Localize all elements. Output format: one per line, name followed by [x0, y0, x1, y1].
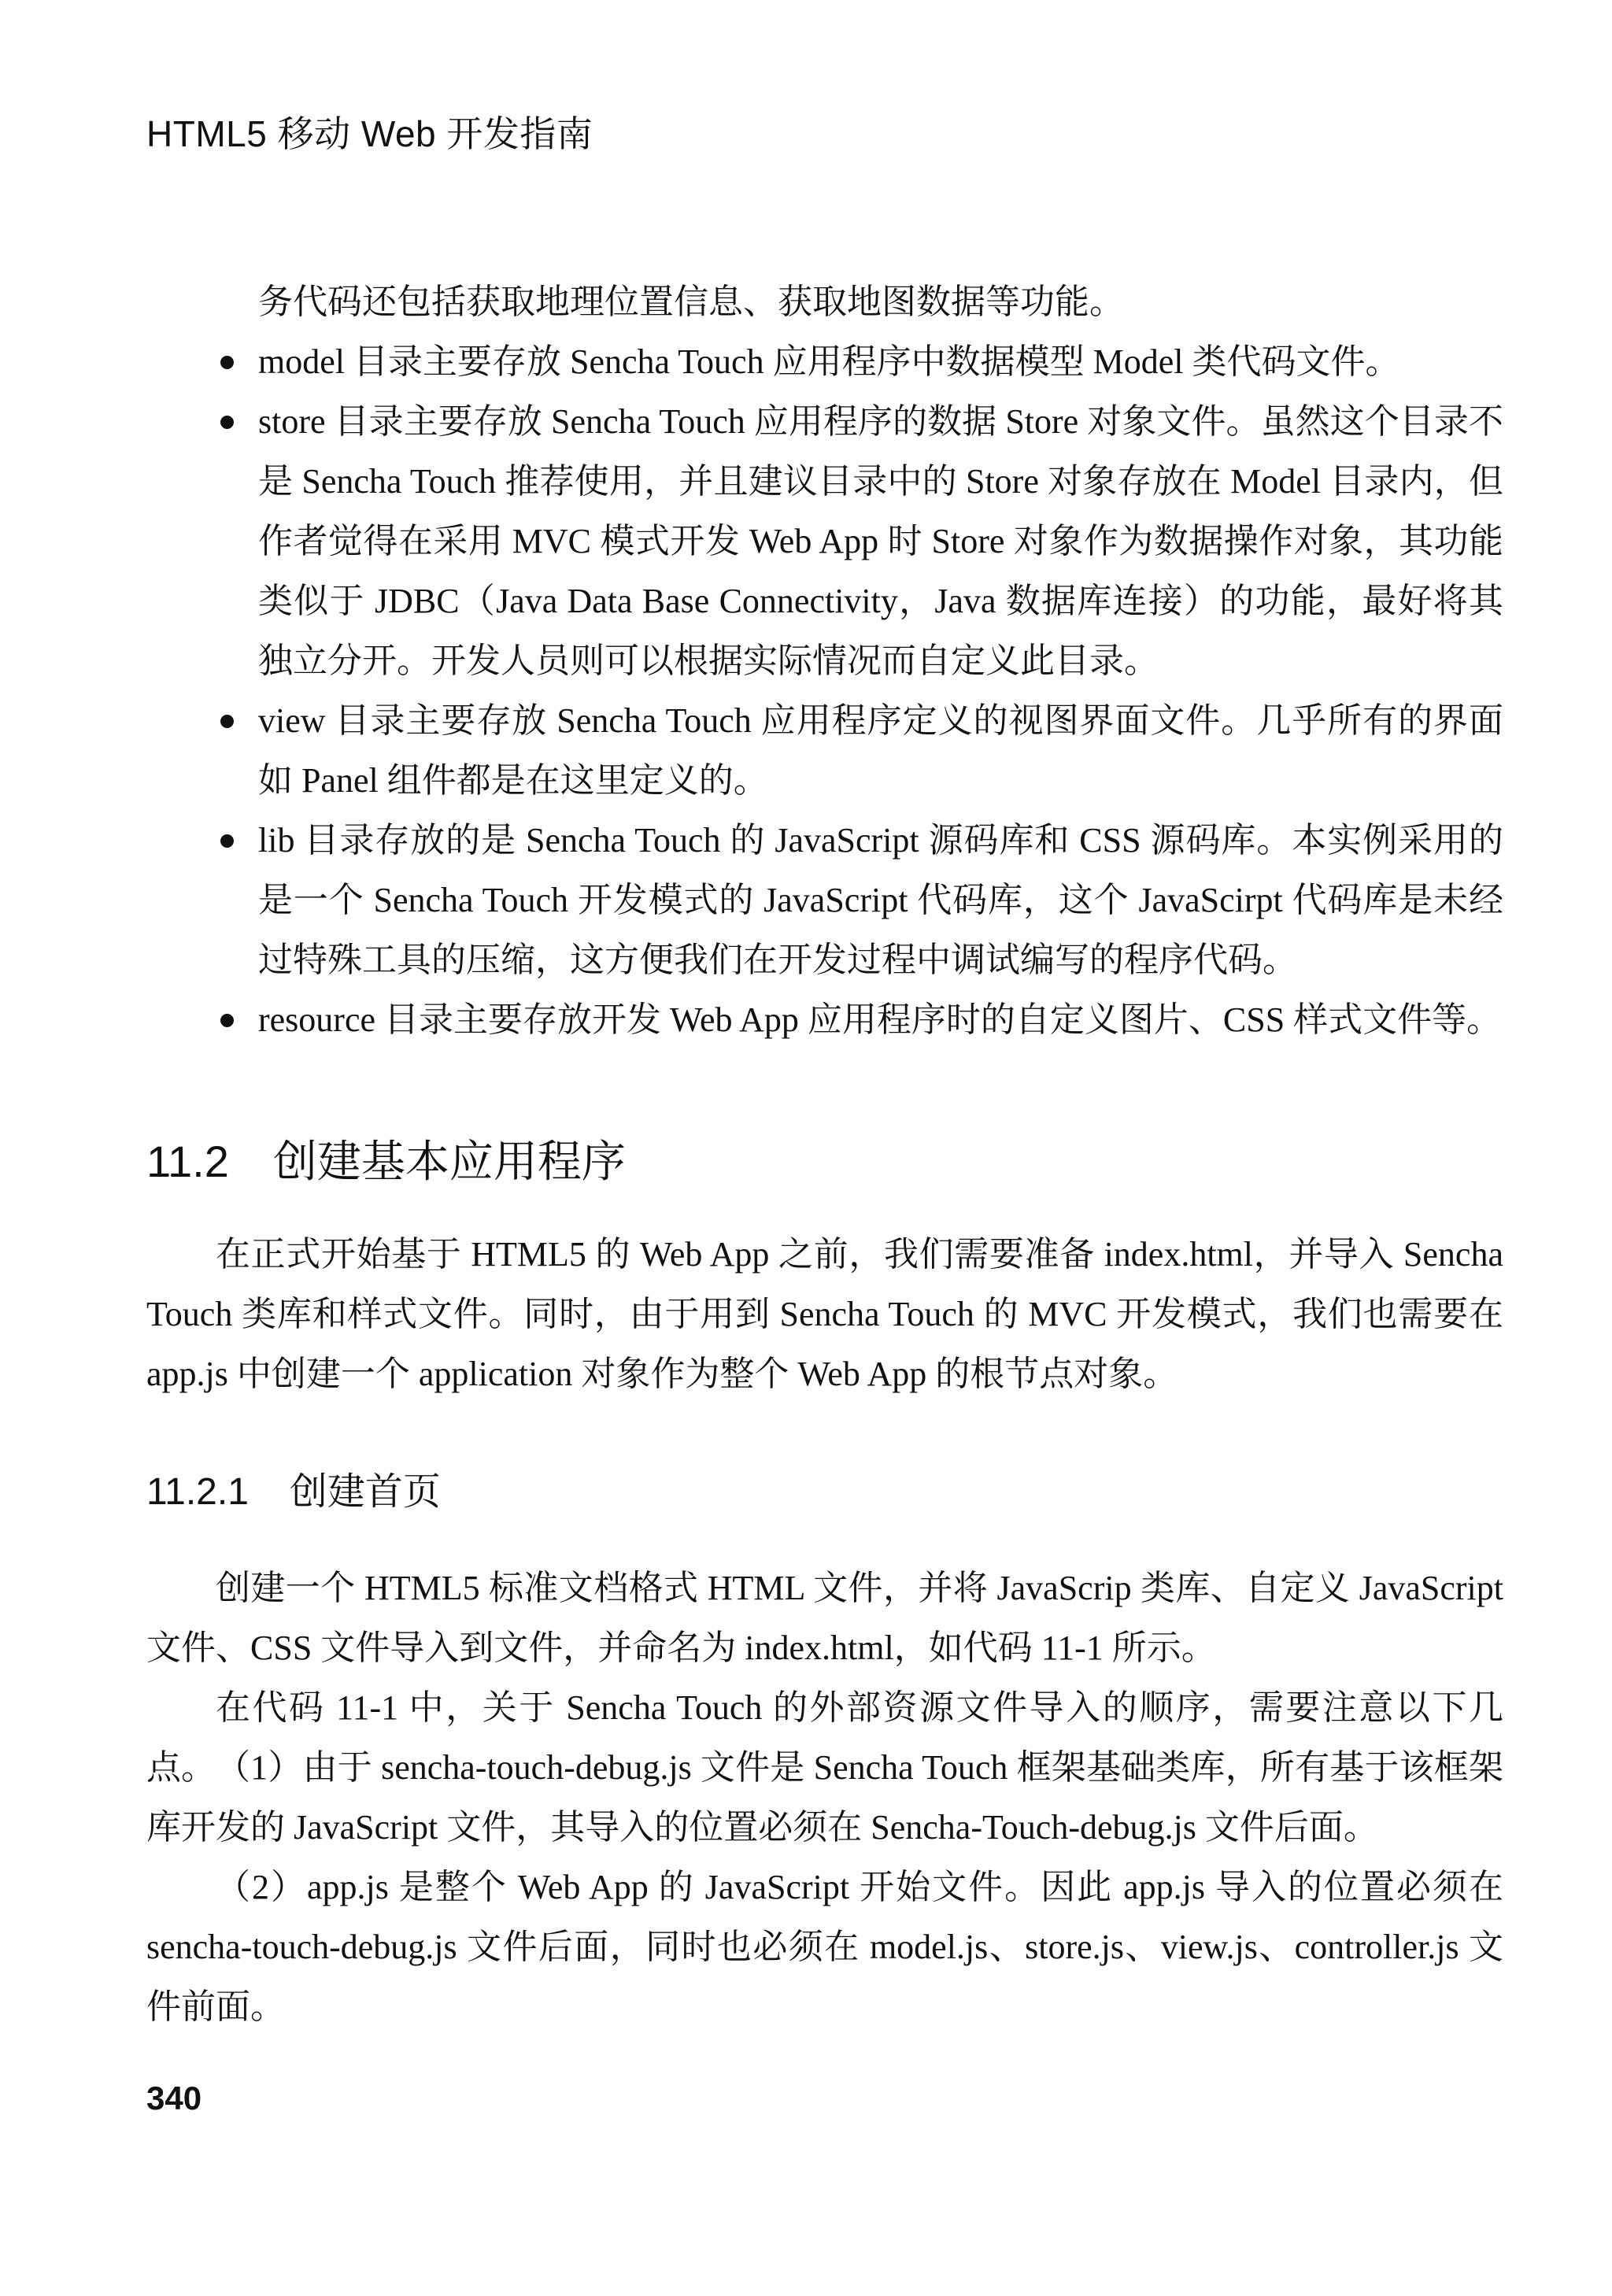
bullet-text: lib 目录存放的是 Sencha Touch 的 JavaScript 源码库和 CSS 源码库。本实例采用的是一个 Sencha Touch 开发模式的 JavaScript 代码库，这个 JavaScirpt 代码库是未经过特殊工具的压缩，这方便我们在开发过程中调试编写的程序代码。: [258, 821, 1503, 979]
section-title: 创建基本应用程序: [272, 1137, 626, 1186]
subsection-heading: [146, 1467, 441, 1518]
bullet-item-store: [213, 392, 1503, 691]
bullet-dot-icon: [220, 416, 234, 429]
bullet-item-resource: [213, 990, 1503, 1050]
bullet-item-model: [213, 332, 1503, 392]
subsection-paragraph-3: （1）由于 sencha-touch-debug.js 文件是 Sencha Touch 框架基础类库，所有基于该框架库开发的 JavaScript 文件，其导入的位置必须在 Sencha-Touch-debug.js 文件后面。: [146, 1748, 1503, 1847]
section-paragraph: 在正式开始基于 HTML5 的 Web App 之前，我们需要准备 index.html，并导入 Sencha Touch 类库和样式文件。同时，由于用到 Sencha Touch 的 MVC 开发模式，我们也需要在 app.js 中创建一个 application 对象作为整个 Web App 的根节点对象。: [146, 1235, 1503, 1393]
continuation-line: 务代码还包括获取地理位置信息、获取地图数据等功能。: [258, 283, 1124, 321]
bullet-dot-icon: [220, 1014, 234, 1027]
bullet-text: resource 目录主要存放开发 Web App 应用程序时的自定义图片、CSS 样式文件等。: [258, 1000, 1502, 1039]
bullet-dot-icon: [220, 834, 234, 848]
subsection-number: 11.2.1: [146, 1471, 249, 1513]
section-number: 11.2: [146, 1137, 229, 1186]
bullet-text: view 目录主要存放 Sencha Touch 应用程序定义的视图界面文件。几乎所有的界面如 Panel 组件都是在这里定义的。: [258, 701, 1503, 800]
subsection-title: 创建首页: [289, 1471, 441, 1513]
bullet-item-lib: [213, 811, 1503, 990]
subsection-paragraph-2: 在代码 11-1 中，关于 Sencha Touch 的外部资源文件导入的顺序，需要注意以下几点。: [146, 1688, 1503, 1787]
bullet-text: model 目录主要存放 Sencha Touch 应用程序中数据模型 Model 类代码文件。: [258, 342, 1400, 381]
subsection-paragraph-1: 创建一个 HTML5 标准文档格式 HTML 文件，并将 JavaScrip 类库、自定义 JavaScript 文件、CSS 文件导入到文件，并命名为 index.html，如代码 11-1 所示。: [146, 1569, 1503, 1667]
bullet-item-view: [213, 691, 1503, 811]
bullet-text: store 目录主要存放 Sencha Touch 应用程序的数据 Store 对象文件。虽然这个目录不是 Sencha Touch 推荐使用，并且建议目录中的 Store 对象存放在 Model 目录内，但作者觉得在采用 MVC 模式开发 Web App 时 Store 对象作为数据操作对象，其功能类似于 JDBC（Java Data Base Connectivity，Java 数据库连接）的功能，最好将其独立分开。开发人员则可以根据实际情况而自定义此目录。: [258, 402, 1503, 680]
page-number: 340: [146, 2080, 202, 2117]
subsection-paragraph-4: （2）app.js 是整个 Web App 的 JavaScript 开始文件。因此 app.js 导入的位置必须在 sencha-touch-debug.js 文件后面，同时也必须在 model.js、store.js、view.js、controller.js 文件前面。: [146, 1868, 1503, 2026]
bullet-dot-icon: [220, 715, 234, 728]
directory-bullet-list: [213, 332, 1503, 1050]
running-header: HTML5 移动 Web 开发指南: [146, 113, 593, 154]
section-heading: [146, 1133, 626, 1190]
bullet-dot-icon: [220, 356, 234, 369]
